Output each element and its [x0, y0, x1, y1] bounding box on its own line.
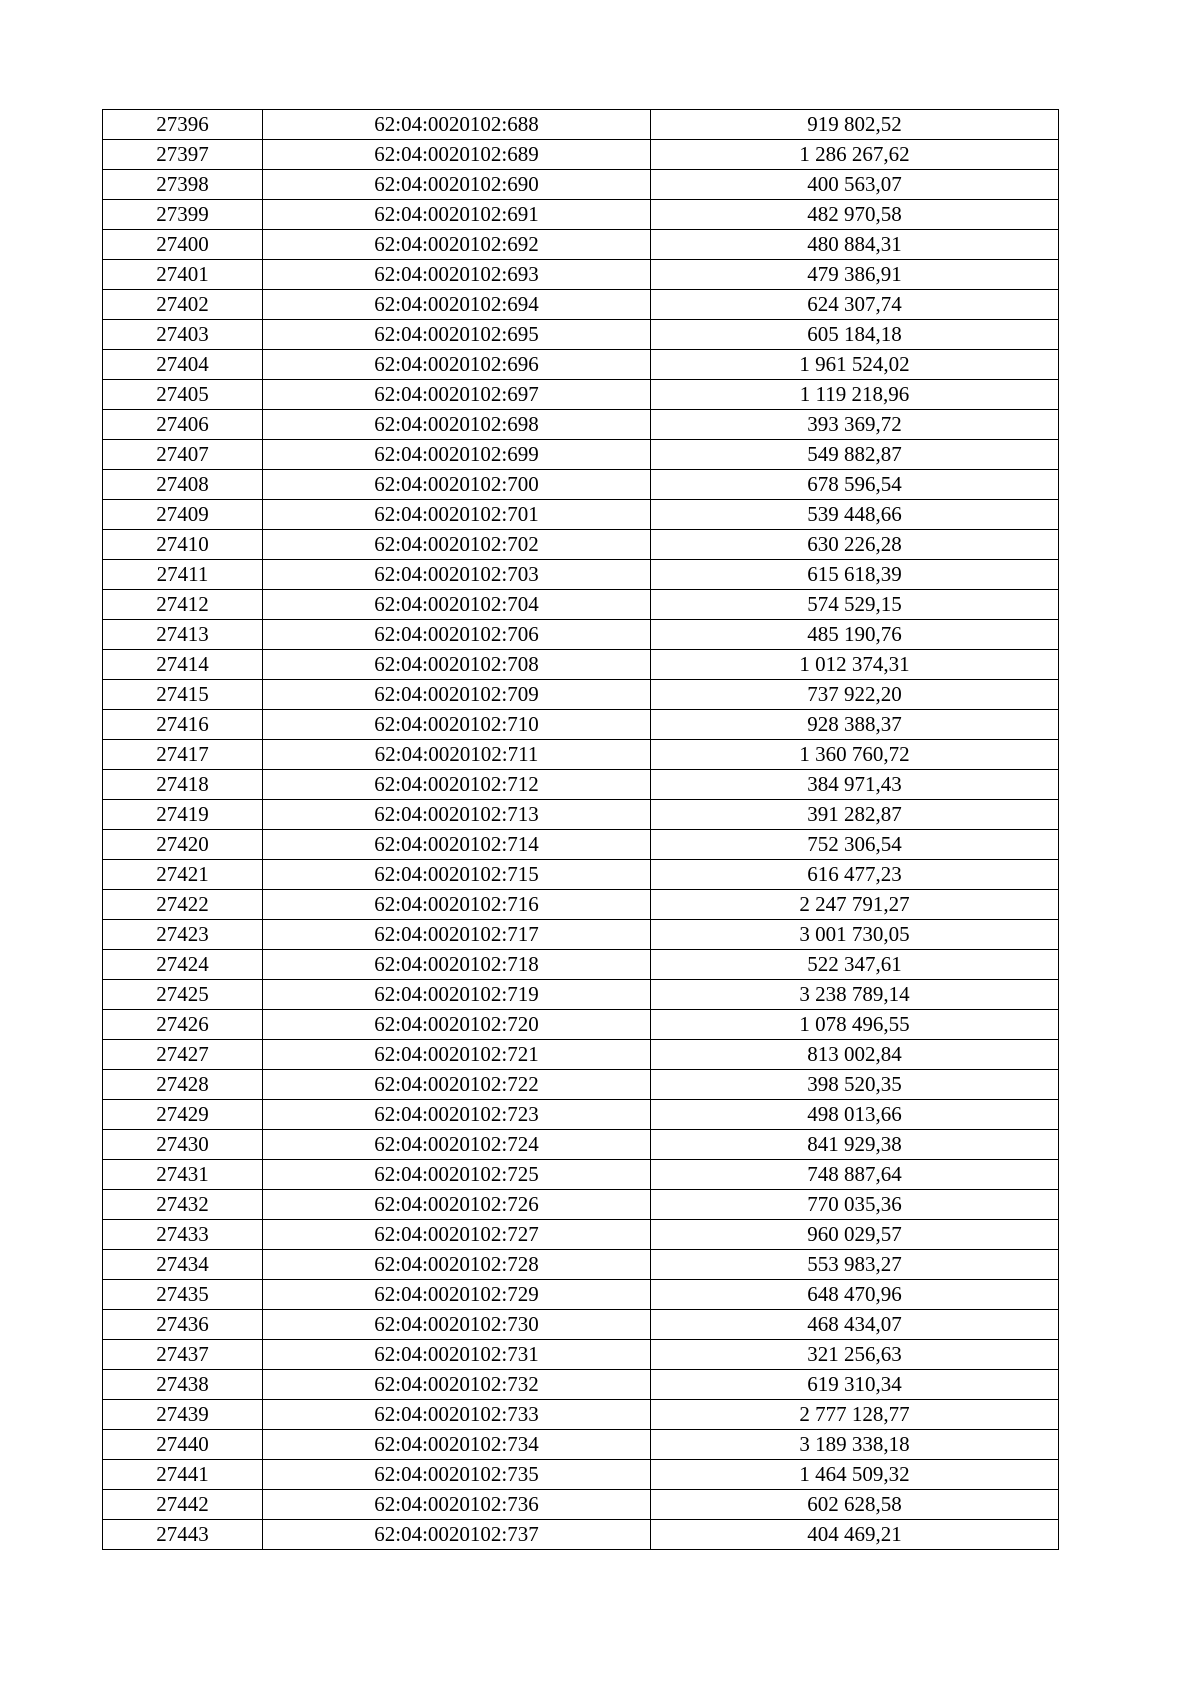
table-row — [103, 470, 1059, 500]
cadastral-value-cell: 479 386,91 — [651, 260, 1059, 290]
cadastral-number-cell: 62:04:0020102:709 — [263, 680, 651, 710]
cadastral-value-cell: 549 882,87 — [651, 440, 1059, 470]
cadastral-value-cell: 468 434,07 — [651, 1310, 1059, 1340]
row-number-cell: 27398 — [103, 170, 263, 200]
cadastral-value-cell: 574 529,15 — [651, 590, 1059, 620]
cadastral-number-cell: 62:04:0020102:730 — [263, 1310, 651, 1340]
table-row — [103, 230, 1059, 260]
cadastral-number-cell: 62:04:0020102:715 — [263, 860, 651, 890]
table-row — [103, 1070, 1059, 1100]
table-row — [103, 620, 1059, 650]
table-row — [103, 380, 1059, 410]
cadastral-value-cell: 813 002,84 — [651, 1040, 1059, 1070]
table-row — [103, 1340, 1059, 1370]
row-number-cell: 27421 — [103, 860, 263, 890]
table-row — [103, 1430, 1059, 1460]
cadastral-number-cell: 62:04:0020102:719 — [263, 980, 651, 1010]
cadastral-number-cell: 62:04:0020102:737 — [263, 1520, 651, 1550]
cadastral-number-cell: 62:04:0020102:734 — [263, 1430, 651, 1460]
table-row — [103, 770, 1059, 800]
table-row — [103, 410, 1059, 440]
cadastral-value-cell: 2 777 128,77 — [651, 1400, 1059, 1430]
cadastral-value-cell: 404 469,21 — [651, 1520, 1059, 1550]
table-row — [103, 710, 1059, 740]
row-number-cell: 27423 — [103, 920, 263, 950]
cadastral-number-cell: 62:04:0020102:690 — [263, 170, 651, 200]
table-row — [103, 1280, 1059, 1310]
table-row — [103, 440, 1059, 470]
cadastral-value-cell: 398 520,35 — [651, 1070, 1059, 1100]
row-number-cell: 27419 — [103, 800, 263, 830]
cadastral-number-cell: 62:04:0020102:688 — [263, 110, 651, 140]
row-number-cell: 27432 — [103, 1190, 263, 1220]
cadastral-number-cell: 62:04:0020102:732 — [263, 1370, 651, 1400]
row-number-cell: 27428 — [103, 1070, 263, 1100]
cadastral-number-cell: 62:04:0020102:692 — [263, 230, 651, 260]
cadastral-number-cell: 62:04:0020102:724 — [263, 1130, 651, 1160]
row-number-cell: 27443 — [103, 1520, 263, 1550]
row-number-cell: 27407 — [103, 440, 263, 470]
cadastral-number-cell: 62:04:0020102:718 — [263, 950, 651, 980]
cadastral-number-cell: 62:04:0020102:702 — [263, 530, 651, 560]
row-number-cell: 27422 — [103, 890, 263, 920]
row-number-cell: 27401 — [103, 260, 263, 290]
cadastral-value-cell: 1 961 524,02 — [651, 350, 1059, 380]
cadastral-value-cell: 480 884,31 — [651, 230, 1059, 260]
cadastral-number-cell: 62:04:0020102:723 — [263, 1100, 651, 1130]
row-number-cell: 27410 — [103, 530, 263, 560]
cadastral-number-cell: 62:04:0020102:716 — [263, 890, 651, 920]
cadastral-value-cell: 400 563,07 — [651, 170, 1059, 200]
table-row — [103, 1250, 1059, 1280]
table-row — [103, 800, 1059, 830]
row-number-cell: 27416 — [103, 710, 263, 740]
table-row — [103, 1100, 1059, 1130]
table-row — [103, 740, 1059, 770]
cadastral-number-cell: 62:04:0020102:700 — [263, 470, 651, 500]
row-number-cell: 27396 — [103, 110, 263, 140]
cadastral-number-cell: 62:04:0020102:696 — [263, 350, 651, 380]
cadastral-number-cell: 62:04:0020102:733 — [263, 1400, 651, 1430]
cadastral-number-cell: 62:04:0020102:722 — [263, 1070, 651, 1100]
table-row — [103, 290, 1059, 320]
row-number-cell: 27413 — [103, 620, 263, 650]
cadastral-number-cell: 62:04:0020102:726 — [263, 1190, 651, 1220]
row-number-cell: 27430 — [103, 1130, 263, 1160]
cadastral-number-cell: 62:04:0020102:704 — [263, 590, 651, 620]
table-row — [103, 1460, 1059, 1490]
cadastral-value-cell: 602 628,58 — [651, 1490, 1059, 1520]
cadastral-value-cell: 384 971,43 — [651, 770, 1059, 800]
row-number-cell: 27434 — [103, 1250, 263, 1280]
cadastral-value-cell: 841 929,38 — [651, 1130, 1059, 1160]
row-number-cell: 27437 — [103, 1340, 263, 1370]
cadastral-number-cell: 62:04:0020102:736 — [263, 1490, 651, 1520]
cadastral-number-cell: 62:04:0020102:728 — [263, 1250, 651, 1280]
cadastral-value-cell: 3 189 338,18 — [651, 1430, 1059, 1460]
row-number-cell: 27399 — [103, 200, 263, 230]
row-number-cell: 27406 — [103, 410, 263, 440]
row-number-cell: 27412 — [103, 590, 263, 620]
row-number-cell: 27403 — [103, 320, 263, 350]
cadastral-value-cell: 748 887,64 — [651, 1160, 1059, 1190]
cadastral-number-cell: 62:04:0020102:725 — [263, 1160, 651, 1190]
cadastral-value-cell: 391 282,87 — [651, 800, 1059, 830]
row-number-cell: 27425 — [103, 980, 263, 1010]
table-row — [103, 1190, 1059, 1220]
row-number-cell: 27409 — [103, 500, 263, 530]
table-row — [103, 860, 1059, 890]
cadastral-number-cell: 62:04:0020102:720 — [263, 1010, 651, 1040]
row-number-cell: 27402 — [103, 290, 263, 320]
cadastral-number-cell: 62:04:0020102:729 — [263, 1280, 651, 1310]
table-row — [103, 500, 1059, 530]
table-row — [103, 980, 1059, 1010]
cadastral-number-cell: 62:04:0020102:708 — [263, 650, 651, 680]
cadastral-number-cell: 62:04:0020102:714 — [263, 830, 651, 860]
cadastral-number-cell: 62:04:0020102:721 — [263, 1040, 651, 1070]
cadastral-number-cell: 62:04:0020102:710 — [263, 710, 651, 740]
cadastral-value-cell: 1 012 374,31 — [651, 650, 1059, 680]
cadastral-value-cell: 752 306,54 — [651, 830, 1059, 860]
cadastral-number-cell: 62:04:0020102:691 — [263, 200, 651, 230]
table-row — [103, 590, 1059, 620]
row-number-cell: 27400 — [103, 230, 263, 260]
cadastral-value-cell: 3 001 730,05 — [651, 920, 1059, 950]
cadastral-value-cell: 553 983,27 — [651, 1250, 1059, 1280]
table-row — [103, 560, 1059, 590]
cadastral-value-cell: 737 922,20 — [651, 680, 1059, 710]
cadastral-value-cell: 615 618,39 — [651, 560, 1059, 590]
cadastral-value-cell: 3 238 789,14 — [651, 980, 1059, 1010]
row-number-cell: 27411 — [103, 560, 263, 590]
row-number-cell: 27431 — [103, 1160, 263, 1190]
cadastral-value-cell: 678 596,54 — [651, 470, 1059, 500]
cadastral-number-cell: 62:04:0020102:699 — [263, 440, 651, 470]
table-row — [103, 320, 1059, 350]
row-number-cell: 27418 — [103, 770, 263, 800]
cadastral-value-cell: 539 448,66 — [651, 500, 1059, 530]
cadastral-value-table — [102, 109, 1059, 1550]
cadastral-number-cell: 62:04:0020102:703 — [263, 560, 651, 590]
table-row — [103, 1130, 1059, 1160]
table-row — [103, 1400, 1059, 1430]
cadastral-value-cell: 522 347,61 — [651, 950, 1059, 980]
row-number-cell: 27441 — [103, 1460, 263, 1490]
cadastral-number-cell: 62:04:0020102:731 — [263, 1340, 651, 1370]
row-number-cell: 27397 — [103, 140, 263, 170]
row-number-cell: 27426 — [103, 1010, 263, 1040]
cadastral-value-cell: 321 256,63 — [651, 1340, 1059, 1370]
cadastral-value-cell: 393 369,72 — [651, 410, 1059, 440]
table-row — [103, 1160, 1059, 1190]
cadastral-number-cell: 62:04:0020102:698 — [263, 410, 651, 440]
cadastral-value-cell: 2 247 791,27 — [651, 890, 1059, 920]
table-row — [103, 650, 1059, 680]
row-number-cell: 27415 — [103, 680, 263, 710]
table-row — [103, 170, 1059, 200]
cadastral-value-cell: 1 078 496,55 — [651, 1010, 1059, 1040]
cadastral-value-cell: 619 310,34 — [651, 1370, 1059, 1400]
cadastral-number-cell: 62:04:0020102:701 — [263, 500, 651, 530]
table-row — [103, 950, 1059, 980]
cadastral-number-cell: 62:04:0020102:694 — [263, 290, 651, 320]
table-row — [103, 920, 1059, 950]
cadastral-value-cell: 770 035,36 — [651, 1190, 1059, 1220]
row-number-cell: 27436 — [103, 1310, 263, 1340]
cadastral-value-cell: 1 464 509,32 — [651, 1460, 1059, 1490]
row-number-cell: 27435 — [103, 1280, 263, 1310]
row-number-cell: 27427 — [103, 1040, 263, 1070]
row-number-cell: 27424 — [103, 950, 263, 980]
row-number-cell: 27420 — [103, 830, 263, 860]
table-row — [103, 260, 1059, 290]
row-number-cell: 27417 — [103, 740, 263, 770]
table-row — [103, 830, 1059, 860]
cadastral-value-cell: 485 190,76 — [651, 620, 1059, 650]
row-number-cell: 27439 — [103, 1400, 263, 1430]
cadastral-number-cell: 62:04:0020102:706 — [263, 620, 651, 650]
cadastral-number-cell: 62:04:0020102:693 — [263, 260, 651, 290]
cadastral-value-cell: 605 184,18 — [651, 320, 1059, 350]
table-row — [103, 1520, 1059, 1550]
cadastral-value-cell: 648 470,96 — [651, 1280, 1059, 1310]
cadastral-value-cell: 482 970,58 — [651, 200, 1059, 230]
table-row — [103, 110, 1059, 140]
cadastral-number-cell: 62:04:0020102:713 — [263, 800, 651, 830]
row-number-cell: 27405 — [103, 380, 263, 410]
table-row — [103, 1010, 1059, 1040]
table-row — [103, 530, 1059, 560]
row-number-cell: 27438 — [103, 1370, 263, 1400]
table-row — [103, 680, 1059, 710]
table-row — [103, 1220, 1059, 1250]
cadastral-value-cell: 624 307,74 — [651, 290, 1059, 320]
cadastral-number-cell: 62:04:0020102:717 — [263, 920, 651, 950]
cadastral-value-cell: 498 013,66 — [651, 1100, 1059, 1130]
row-number-cell: 27414 — [103, 650, 263, 680]
table-row — [103, 1310, 1059, 1340]
row-number-cell: 27442 — [103, 1490, 263, 1520]
cadastral-value-cell: 630 226,28 — [651, 530, 1059, 560]
cadastral-number-cell: 62:04:0020102:689 — [263, 140, 651, 170]
row-number-cell: 27433 — [103, 1220, 263, 1250]
cadastral-value-cell: 928 388,37 — [651, 710, 1059, 740]
cadastral-number-cell: 62:04:0020102:735 — [263, 1460, 651, 1490]
table-row — [103, 1040, 1059, 1070]
cadastral-value-cell: 919 802,52 — [651, 110, 1059, 140]
cadastral-value-cell: 616 477,23 — [651, 860, 1059, 890]
table-row — [103, 890, 1059, 920]
cadastral-number-cell: 62:04:0020102:711 — [263, 740, 651, 770]
table-body — [103, 110, 1059, 1550]
row-number-cell: 27429 — [103, 1100, 263, 1130]
row-number-cell: 27404 — [103, 350, 263, 380]
cadastral-value-cell: 1 119 218,96 — [651, 380, 1059, 410]
cadastral-number-cell: 62:04:0020102:727 — [263, 1220, 651, 1250]
table-row — [103, 200, 1059, 230]
cadastral-number-cell: 62:04:0020102:712 — [263, 770, 651, 800]
cadastral-number-cell: 62:04:0020102:697 — [263, 380, 651, 410]
cadastral-value-cell: 1 286 267,62 — [651, 140, 1059, 170]
table-row — [103, 1490, 1059, 1520]
cadastral-value-cell: 1 360 760,72 — [651, 740, 1059, 770]
cadastral-number-cell: 62:04:0020102:695 — [263, 320, 651, 350]
table-row — [103, 140, 1059, 170]
row-number-cell: 27440 — [103, 1430, 263, 1460]
table-row — [103, 1370, 1059, 1400]
cadastral-value-cell: 960 029,57 — [651, 1220, 1059, 1250]
table-row — [103, 350, 1059, 380]
row-number-cell: 27408 — [103, 470, 263, 500]
